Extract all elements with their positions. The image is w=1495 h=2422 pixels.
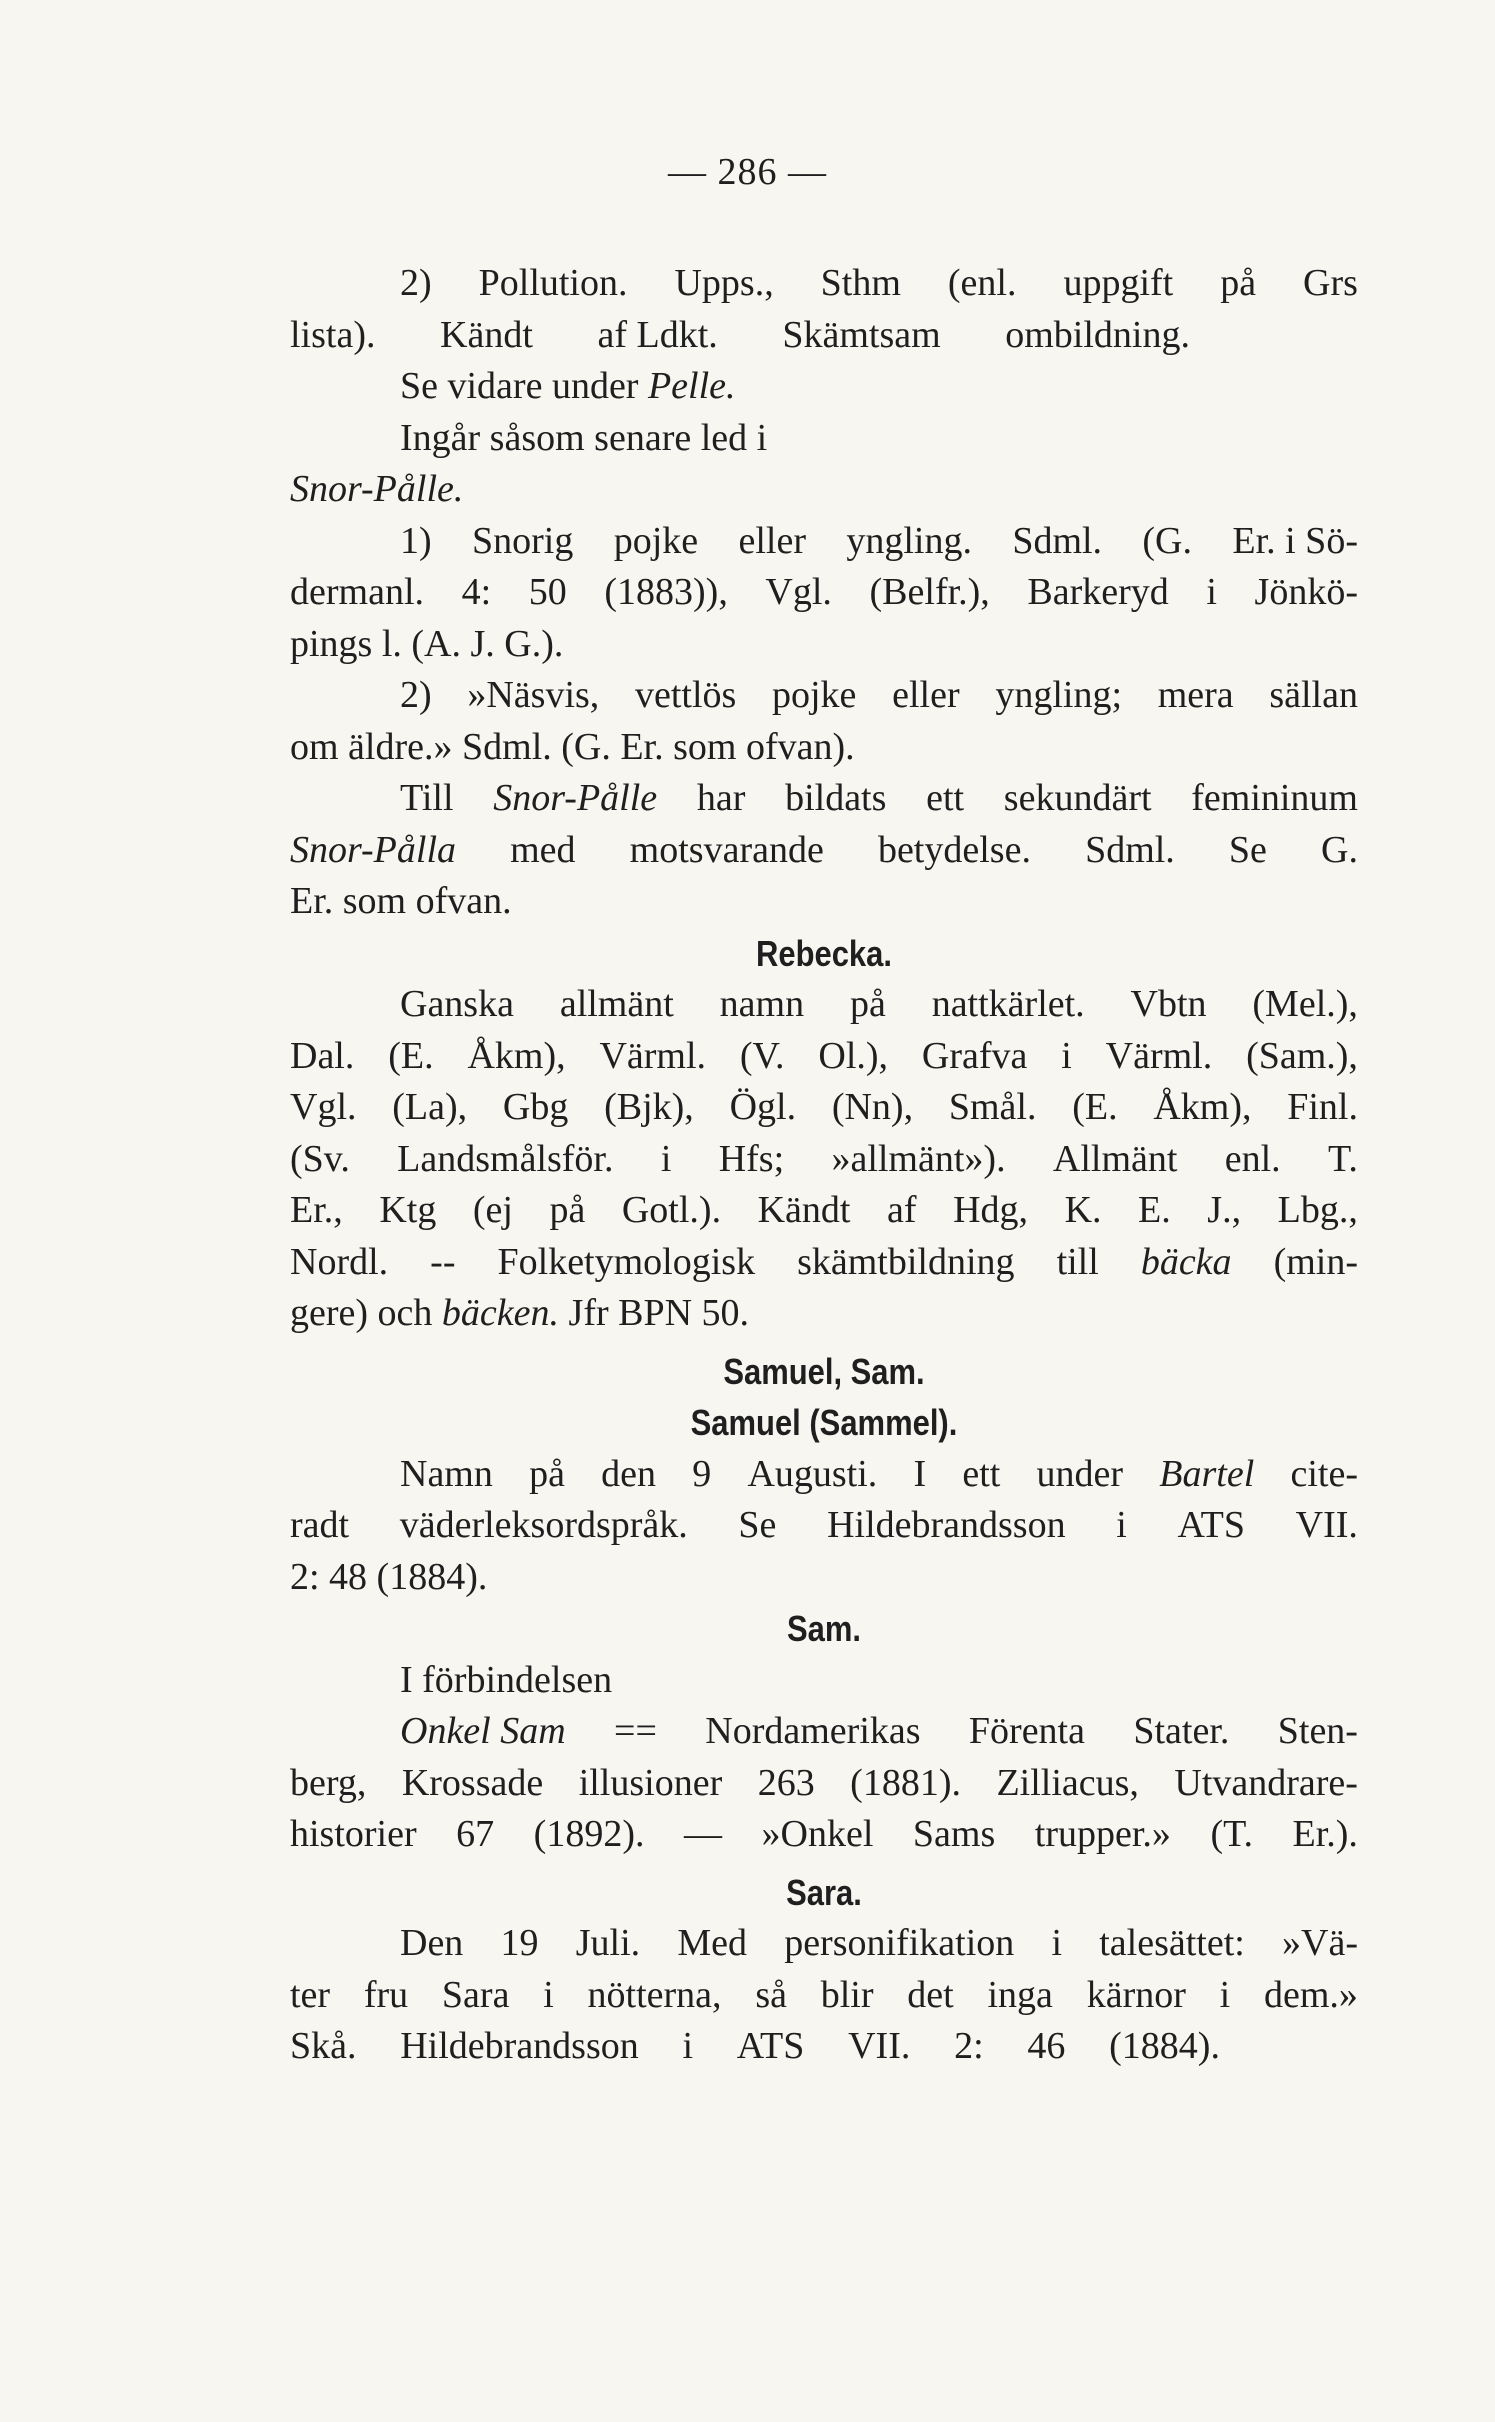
word: ATS <box>1177 1504 1246 1546</box>
word: VII. <box>1295 1504 1358 1546</box>
word: berg, <box>290 1761 367 1804</box>
word: blir <box>820 1973 874 2016</box>
word: i <box>543 1973 554 2016</box>
word: K. <box>1064 1189 1102 1231</box>
text-line <box>290 310 1190 362</box>
word: Barkeryd <box>1027 571 1169 613</box>
entry-heading: Samuel, Sam. <box>723 1350 925 1392</box>
word: (1881). <box>850 1761 961 1804</box>
word: Nordl. <box>290 1240 389 1283</box>
word: i <box>1051 1922 1063 1964</box>
word: T. <box>1328 1137 1358 1180</box>
word: i <box>660 1137 672 1180</box>
word: (E. <box>1072 1086 1118 1128</box>
text-run: Jfr BPN 50. <box>559 1292 750 1334</box>
word: på <box>1220 262 1257 304</box>
word: Se <box>738 1504 777 1546</box>
word: »Onkel <box>761 1813 874 1855</box>
word: Värml. <box>599 1034 707 1077</box>
word: cite- <box>1290 1452 1358 1495</box>
word: Grafva <box>921 1034 1028 1077</box>
word: bildats <box>785 777 887 819</box>
word: Förenta <box>968 1710 1085 1752</box>
entry-word: Snor-Pålle. <box>290 468 464 510</box>
text-line <box>290 1449 1358 1501</box>
word: Kändt <box>757 1189 851 1231</box>
word: Hildebrandsson <box>827 1504 1066 1546</box>
word: sällan <box>1269 674 1358 716</box>
word: Er., <box>290 1189 343 1231</box>
word: Ol.), <box>818 1034 889 1077</box>
text-line <box>290 1758 1358 1810</box>
text-line <box>290 1185 1358 1237</box>
word: kärnor <box>1086 1973 1186 2016</box>
word: Smål. <box>948 1086 1037 1128</box>
entry-heading: Samuel (Sammel). <box>690 1402 958 1443</box>
text-line <box>290 825 1358 877</box>
word: Lbg., <box>1277 1189 1358 1231</box>
word: lista). <box>290 313 376 356</box>
word: inga <box>987 1973 1053 2016</box>
word: (G. <box>1142 519 1193 562</box>
word: Vgl. <box>765 571 832 613</box>
cross-reference: Pelle. <box>647 365 736 407</box>
word: 4: <box>461 571 492 613</box>
word: Värml. <box>1105 1034 1213 1077</box>
word: Zilliacus, <box>996 1761 1139 1804</box>
word: Åkm), <box>1153 1086 1252 1128</box>
word: på <box>529 1452 565 1495</box>
word: Utvandrare- <box>1174 1761 1358 1804</box>
entry-word: Snor-Pålla <box>290 828 457 871</box>
text-line <box>290 1031 1358 1083</box>
word: G. <box>1321 828 1358 871</box>
word: fru <box>363 1973 409 2016</box>
word: (1883)), <box>604 571 728 613</box>
entry-heading: Sara. <box>786 1871 862 1913</box>
word: Skå. <box>290 2025 357 2067</box>
word: 9 <box>692 1452 712 1495</box>
cited-word: bäcken. <box>441 1292 560 1334</box>
word: under <box>1036 1452 1124 1495</box>
text-run: 2: 48 (1884). <box>290 1555 488 1598</box>
text-line <box>290 1082 1358 1134</box>
word: Ganska <box>400 983 514 1025</box>
word: enl. <box>1224 1137 1281 1180</box>
word: motsvarande <box>629 828 824 871</box>
word: i <box>682 2025 694 2067</box>
word: ett <box>962 1452 1001 1495</box>
text-line <box>290 722 1358 774</box>
word: 1) <box>400 519 432 562</box>
word: det <box>907 1973 954 2016</box>
text-line <box>290 567 1358 619</box>
word: »Näsvis, <box>467 674 600 716</box>
word: Hildebrandsson <box>400 2025 639 2067</box>
word: Gbg <box>502 1086 569 1128</box>
word: (Nn), <box>831 1086 914 1128</box>
word: (Mel.), <box>1252 983 1358 1025</box>
word: illusioner <box>578 1761 723 1804</box>
word: (V. <box>739 1034 785 1077</box>
word: Med <box>677 1922 747 1964</box>
word: af <box>887 1189 917 1231</box>
word: Folketymologisk <box>497 1240 756 1283</box>
word: Snorig <box>472 519 574 562</box>
text-run: I förbindelsen <box>400 1658 613 1701</box>
word: pojke <box>772 674 857 716</box>
word: Er. i Sö- <box>1232 519 1358 562</box>
text-line <box>290 1500 1358 1552</box>
entry-word: Snor-Pålle <box>493 777 658 819</box>
word: — <box>684 1813 722 1855</box>
word: den <box>601 1452 657 1495</box>
word: I <box>913 1452 927 1495</box>
word: (Sv. <box>290 1137 350 1180</box>
word: ombildning. <box>1005 313 1190 356</box>
word: (T. <box>1210 1813 1253 1855</box>
word: 50 <box>528 571 567 613</box>
text-line <box>290 619 1358 671</box>
text-line <box>290 516 1358 568</box>
word: ett <box>926 777 965 819</box>
word: Vgl. <box>290 1086 357 1128</box>
word: VII. <box>848 2025 911 2067</box>
word: vettlös <box>634 674 737 716</box>
text-line <box>290 1134 1358 1186</box>
word: personifikation <box>784 1922 1015 1964</box>
word: Upps., <box>674 262 774 304</box>
word: 2) <box>400 674 432 716</box>
word: betydelse. <box>877 828 1031 871</box>
word: i <box>1219 1973 1231 2016</box>
word: Hfs; <box>718 1137 785 1180</box>
word: »Vä- <box>1282 1922 1358 1964</box>
cited-word: bäcka <box>1140 1240 1232 1283</box>
text-line <box>290 1288 1358 1340</box>
text-run: Se vidare under <box>400 365 648 407</box>
word: Sara <box>441 1973 510 2016</box>
word: Er.). <box>1292 1813 1358 1855</box>
text-run: Er. som ofvan. <box>290 880 512 922</box>
word: Pollution. <box>478 262 628 304</box>
word: Hdg, <box>953 1189 1029 1231</box>
word: Kändt <box>440 313 533 356</box>
word: talesättet: <box>1099 1922 1245 1964</box>
word: ter <box>290 1973 331 2016</box>
word: (E. <box>388 1034 434 1077</box>
word: J., <box>1207 1189 1242 1231</box>
word: historier <box>290 1813 417 1855</box>
word: Stater. <box>1133 1710 1230 1752</box>
word: femininum <box>1191 777 1358 819</box>
text-line <box>290 1706 1358 1758</box>
word: Dal. <box>290 1034 355 1077</box>
text-line <box>290 258 1358 310</box>
word: med <box>510 828 576 871</box>
text-line <box>290 1970 1358 2022</box>
word: 2: <box>954 2025 984 2067</box>
word: (ej <box>472 1189 513 1231</box>
text-line <box>290 2021 1220 2073</box>
word: Juli. <box>575 1922 641 1964</box>
text-run: gere) och <box>290 1292 442 1334</box>
word: Sams <box>912 1813 996 1855</box>
text-line <box>290 1237 1358 1289</box>
word: mera <box>1157 674 1234 716</box>
word: Ögl. <box>729 1086 797 1128</box>
word: Sdml. <box>1012 519 1103 562</box>
word: trupper.» <box>1034 1813 1171 1855</box>
text-run: om äldre.» Sdml. (G. Er. som ofvan). <box>290 725 855 768</box>
word: i <box>1061 1034 1072 1077</box>
cross-reference: Bartel <box>1159 1452 1255 1495</box>
word: 263 <box>757 1761 815 1804</box>
word: i <box>1206 571 1217 613</box>
word: Nordamerikas <box>705 1710 921 1752</box>
word: Sten- <box>1277 1710 1358 1752</box>
word: Gotl.). <box>621 1189 722 1231</box>
word: Sdml. <box>1085 828 1175 871</box>
word: E. <box>1138 1189 1171 1231</box>
page-number: — 286 — <box>668 151 827 193</box>
word: ATS <box>736 2025 805 2067</box>
word: (enl. <box>947 262 1017 304</box>
word: (Sam.), <box>1246 1034 1358 1077</box>
word: nötterna, <box>587 1973 722 2016</box>
word: på <box>549 1189 586 1231</box>
word: (Bjk), <box>604 1086 694 1128</box>
entry-word: Onkel Sam <box>400 1710 566 1752</box>
text-line <box>290 361 1358 413</box>
equals-sign: == <box>614 1710 657 1752</box>
text-line <box>290 670 1358 722</box>
word: har <box>696 777 746 819</box>
word: (1892). <box>533 1813 645 1855</box>
word: Namn <box>400 1452 493 1495</box>
word: eller <box>892 674 960 716</box>
word: -- <box>430 1240 456 1283</box>
word: Sthm <box>820 262 901 304</box>
word: af Ldkt. <box>597 313 718 356</box>
entry-heading: Sam. <box>786 1608 861 1649</box>
word: »allmänt»). <box>831 1137 1006 1180</box>
word: på <box>849 983 886 1025</box>
word: i <box>1116 1504 1127 1546</box>
word: eller <box>738 519 806 562</box>
word: Till <box>400 777 454 819</box>
text-line <box>290 979 1358 1031</box>
word: Krossade <box>401 1761 544 1804</box>
word: uppgift <box>1063 262 1174 304</box>
word: pojke <box>613 519 699 562</box>
word: 46 <box>1027 2025 1066 2067</box>
word: Augusti. <box>747 1452 878 1495</box>
text-run: Ingår såsom senare led i <box>400 416 768 459</box>
word: (La), <box>392 1086 468 1128</box>
word: nattkärlet. <box>931 983 1085 1025</box>
word: yngling. <box>846 519 972 562</box>
text-line <box>290 1918 1358 1970</box>
word: Se <box>1228 828 1267 871</box>
word: allmänt <box>559 983 674 1025</box>
word: Vbtn <box>1130 983 1207 1025</box>
word: 2) <box>400 262 432 304</box>
word: dem.» <box>1263 1973 1358 2016</box>
word: radt <box>290 1504 350 1546</box>
word: Finl. <box>1287 1086 1358 1128</box>
word: Åkm), <box>467 1034 566 1077</box>
word: Landsmålsför. <box>397 1137 614 1180</box>
word: Allmänt <box>1052 1137 1178 1180</box>
text-column <box>290 258 1358 2073</box>
word: så <box>755 1973 787 2016</box>
text-run: pings l. (A. J. G.). <box>290 622 564 665</box>
word: Jönkö- <box>1254 571 1358 613</box>
word: yngling; <box>995 674 1123 716</box>
word: till <box>1056 1240 1099 1283</box>
text-line <box>290 1655 1358 1707</box>
word: sekundärt <box>1003 777 1152 819</box>
text-line <box>290 876 1358 928</box>
text-line <box>290 1552 1358 1604</box>
word: Den <box>400 1922 464 1964</box>
word: Skämtsam <box>782 313 941 356</box>
word: skämtbildning <box>797 1240 1015 1283</box>
word: (Belfr.), <box>869 571 990 613</box>
word: 19 <box>500 1922 539 1964</box>
word: (1884). <box>1109 2025 1220 2067</box>
text-line <box>290 413 1358 465</box>
text-line <box>290 1809 1358 1861</box>
word: namn <box>719 983 805 1025</box>
word: (min- <box>1273 1240 1358 1283</box>
entry-heading: Rebecka. <box>756 932 892 974</box>
word: 67 <box>456 1813 495 1855</box>
word: Grs <box>1303 262 1358 304</box>
text-line <box>290 773 1358 825</box>
word: väderleksordspråk. <box>399 1504 688 1546</box>
text-line <box>290 464 1358 516</box>
word: Ktg <box>379 1189 437 1231</box>
word: dermanl. <box>290 571 425 613</box>
